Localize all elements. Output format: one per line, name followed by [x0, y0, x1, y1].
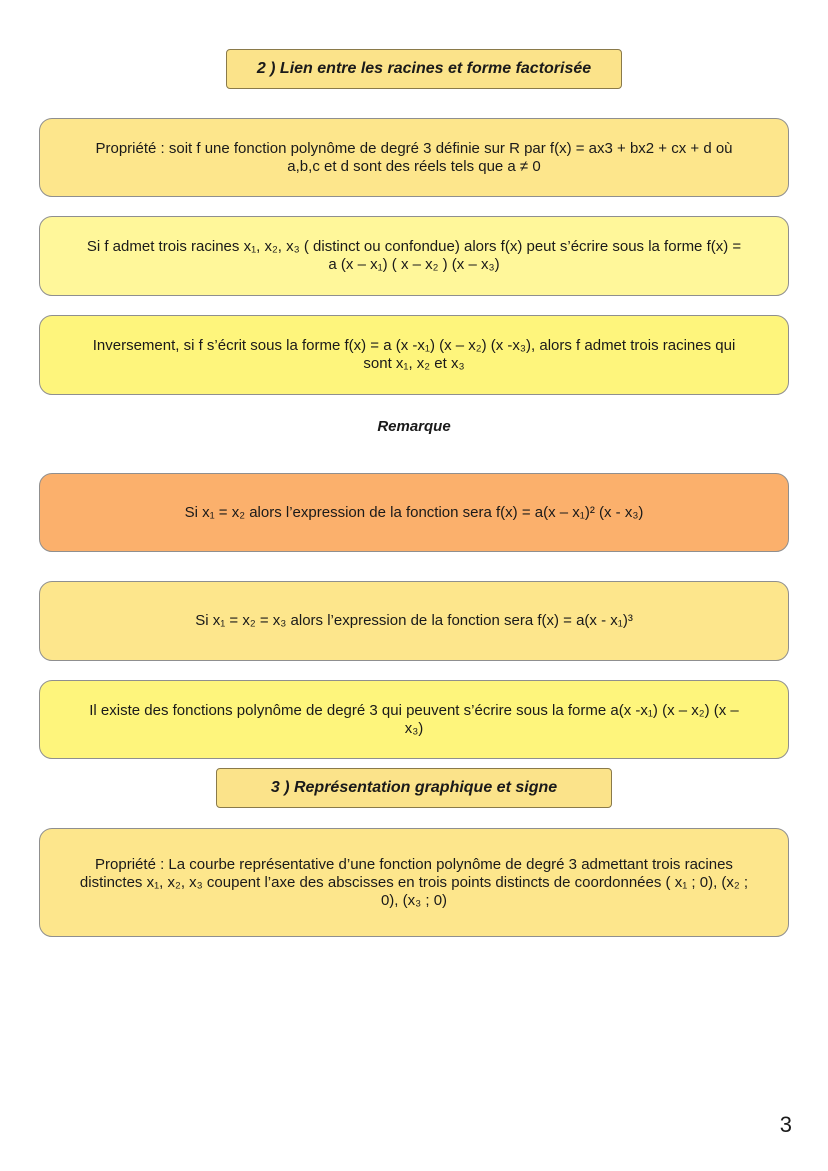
three-roots-box — [39, 216, 789, 296]
double-root-text: Si x₁ = x₂ alors l’expression de la fonction sera f(x) = a(x – x₁)² (x - x₃) — [184, 503, 644, 521]
section-3-title: 3 ) Représentation graphique et signe — [216, 768, 612, 808]
graph-property-text: Propriété : La courbe représentative d’une fonction polynôme de degré 3 admettant trois racines distinctes x₁, x₂, x₃ coupent l’axe des abscisses en trois points distincts de coordonnées ( x₁ ; 0), (x₂ ; 0), (x₃ ; 0) — [79, 855, 749, 909]
existence-box — [39, 680, 789, 759]
three-roots-text: Si f admet trois racines x₁, x₂, x₃ ( distinct ou confondue) alors f(x) peut s’écrire sous la forme f(x) = a (x – x₁) ( x – x₂ ) (x – x₃) — [86, 238, 742, 273]
remark-heading: Remarque — [377, 418, 451, 435]
triple-root-box — [39, 581, 789, 661]
triple-root-text: Si x₁ = x₂ = x₃ alors l’expression de la fonction sera f(x) = a(x - x₁)³ — [195, 612, 633, 629]
existence-text: Il existe des fonctions polynôme de degré 3 qui peuvent s’écrire sous la forme a(x -x₁) (x – x₂) (x – x₃) — [89, 701, 739, 737]
section-2-title: 2 ) Lien entre les racines et forme factorisée — [226, 49, 622, 89]
page-number: 3 — [779, 1112, 792, 1137]
converse-text: Inversement, si f s’écrit sous la forme f(x) = a (x -x₁) (x – x₂) (x -x₃), alors f admet trois racines qui sont x₁, x₂ et x₃ — [92, 337, 736, 372]
property-box — [39, 118, 789, 197]
double-root-box — [39, 473, 789, 552]
graph-property-box — [39, 828, 789, 937]
converse-box — [39, 315, 789, 395]
property-text: Propriété : soit f une fonction polynôme de degré 3 définie sur R par f(x) = ax3 + bx2 + cx + d où a,b,c et d sont des réels tels que a ≠ 0 — [95, 139, 733, 175]
